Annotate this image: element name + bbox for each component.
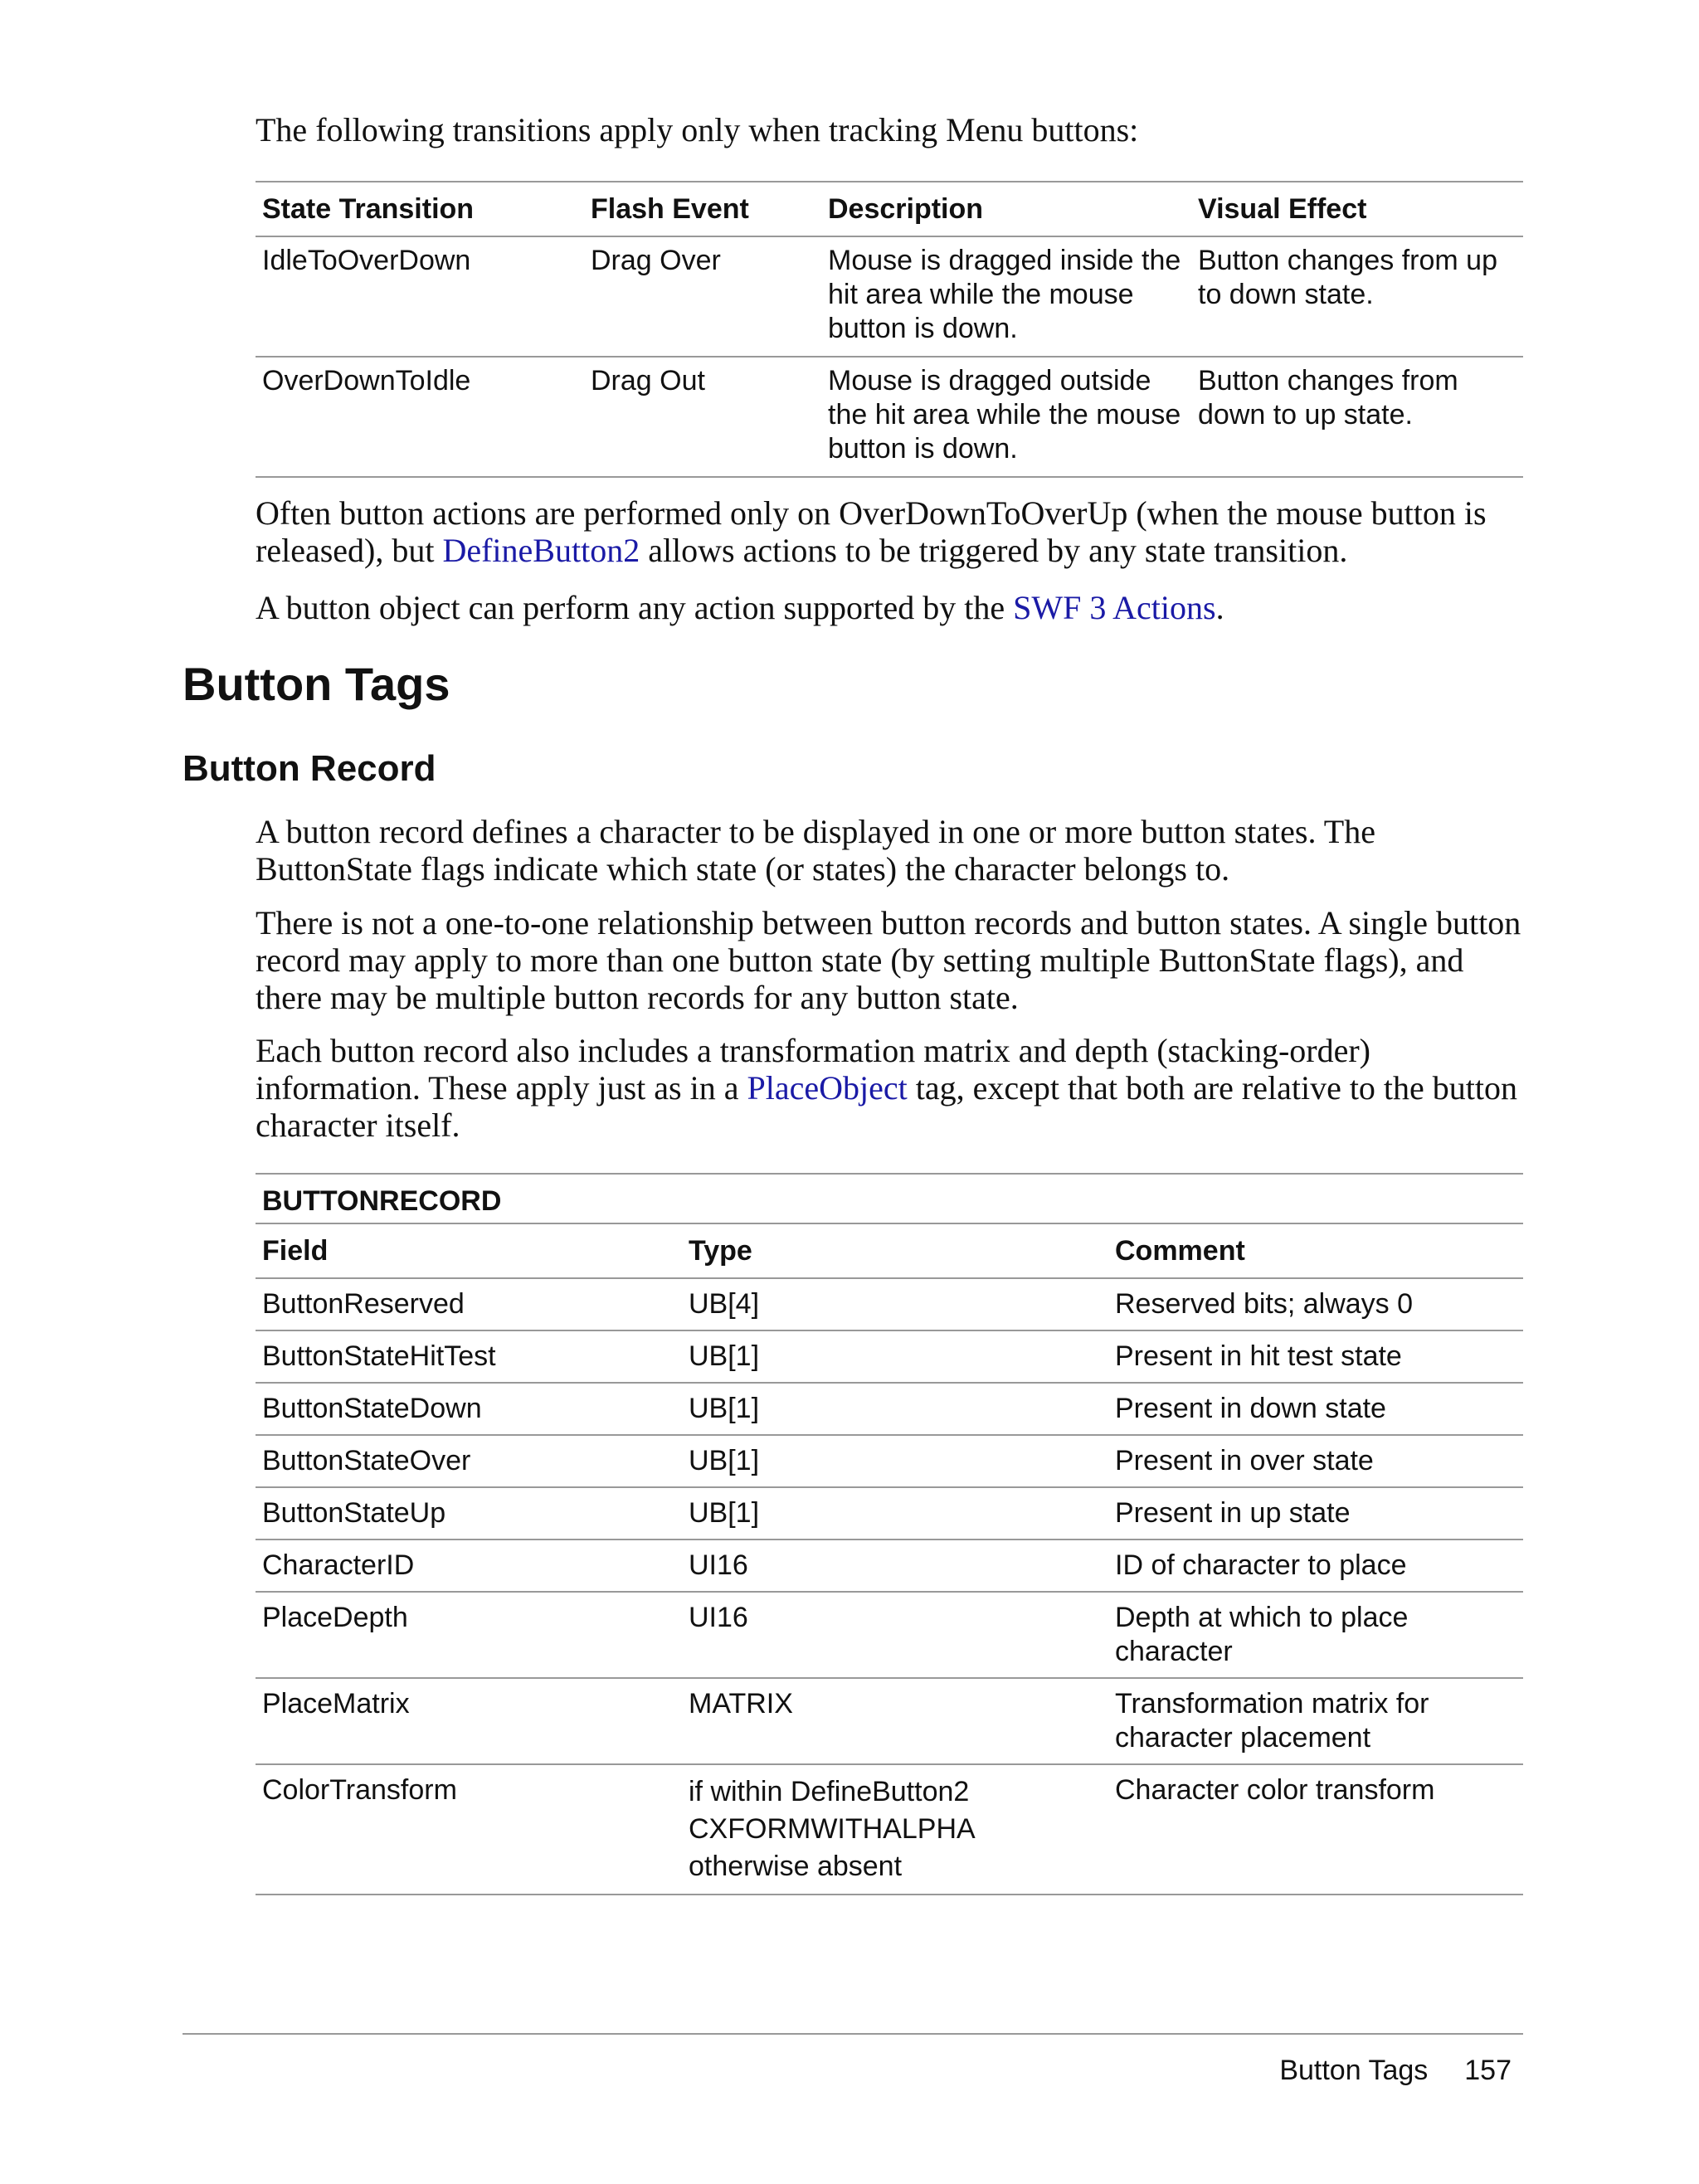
- footer-section-title: Button Tags: [1279, 2055, 1429, 2086]
- footer-divider: [183, 2033, 1523, 2035]
- table-cell: Mouse is dragged inside the hit area while the mouse button is down.: [821, 236, 1191, 357]
- menu-transitions-table: [256, 181, 1523, 478]
- table-row: [256, 1487, 1523, 1540]
- section-heading: Button Tags: [183, 658, 450, 710]
- paragraph-button-record: A button record defines a character to be displayed in one or more button states. The ButtonState flags indicate which state (or states) the character belongs to.: [256, 813, 1375, 888]
- comment-cell: Present in down state: [1108, 1383, 1523, 1435]
- paragraph-text: Often button actions are performed only on OverDownToOverUp (when the mouse button is released), but: [256, 494, 1487, 569]
- comment-cell: ID of character to place: [1108, 1540, 1523, 1592]
- table-cell: Drag Over: [584, 236, 821, 357]
- table-caption-row: [256, 1174, 1523, 1223]
- subsection-heading: Button Record: [183, 748, 436, 789]
- table-cell: IdleToOverDown: [256, 236, 584, 357]
- field-cell: ButtonStateOver: [256, 1435, 682, 1487]
- comment-cell: Present in hit test state: [1108, 1330, 1523, 1383]
- table-row: [256, 1330, 1523, 1383]
- type-cell: UI16: [682, 1540, 1108, 1592]
- type-cell: UB[1]: [682, 1487, 1108, 1540]
- intro-text: The following transitions apply only when tracking Menu buttons:: [256, 111, 1139, 148]
- type-line: otherwise absent: [689, 1851, 903, 1882]
- field-cell: ButtonStateHitTest: [256, 1330, 682, 1383]
- field-cell: ColorTransform: [256, 1764, 682, 1895]
- paragraph-text: tag, except that both are relative to the button character itself.: [256, 1069, 1518, 1144]
- comment-cell: Transformation matrix for character placement: [1108, 1678, 1523, 1764]
- comment-cell: Character color transform: [1108, 1764, 1523, 1895]
- comment-cell: Present in over state: [1108, 1435, 1523, 1487]
- paragraph-text: Each button record also includes a transformation matrix and depth (stacking-order) information. These apply just as in a: [256, 1032, 1370, 1107]
- type-cell: [682, 1764, 1108, 1895]
- paragraph-matrix: [256, 1032, 1525, 1144]
- definebutton2-link[interactable]: DefineButton2: [442, 532, 640, 569]
- table-row: [256, 1278, 1523, 1330]
- table-row: [256, 1678, 1523, 1764]
- paragraph-text: allows actions to be triggered by any state transition.: [640, 532, 1348, 569]
- field-cell: ButtonStateUp: [256, 1487, 682, 1540]
- column-header: Type: [682, 1223, 1108, 1278]
- table-row: [256, 1435, 1523, 1487]
- page-number: 157: [1464, 2055, 1512, 2086]
- field-cell: CharacterID: [256, 1540, 682, 1592]
- type-cell: UB[4]: [682, 1278, 1108, 1330]
- field-cell: PlaceDepth: [256, 1592, 682, 1678]
- comment-cell: Present in up state: [1108, 1487, 1523, 1540]
- column-header: Field: [256, 1223, 682, 1278]
- type-cell: UI16: [682, 1592, 1108, 1678]
- table-row: [256, 1540, 1523, 1592]
- table-row: [256, 1383, 1523, 1435]
- table-header-row: [256, 1223, 1523, 1278]
- table-caption: BUTTONRECORD: [256, 1174, 1523, 1223]
- field-cell: ButtonReserved: [256, 1278, 682, 1330]
- comment-cell: Depth at which to place character: [1108, 1592, 1523, 1678]
- column-header: State Transition: [256, 182, 584, 236]
- table-cell: OverDownToIdle: [256, 357, 584, 477]
- table-row: [256, 1592, 1523, 1678]
- type-cell: UB[1]: [682, 1330, 1108, 1383]
- type-line: CXFORMWITHALPHA: [689, 1813, 976, 1845]
- type-line: if within DefineButton2: [689, 1776, 970, 1807]
- table-row: [256, 357, 1523, 477]
- type-cell: UB[1]: [682, 1435, 1108, 1487]
- table-row: [256, 1764, 1523, 1895]
- paragraph-text: A button object can perform any action supported by the: [256, 589, 1014, 626]
- buttonrecord-table: [256, 1173, 1523, 1895]
- table-header-row: [256, 182, 1523, 236]
- field-cell: ButtonStateDown: [256, 1383, 682, 1435]
- paragraph-actions: [256, 494, 1525, 569]
- placeobject-link[interactable]: PlaceObject: [747, 1069, 908, 1107]
- table-cell: Mouse is dragged outside the hit area while the mouse button is down.: [821, 357, 1191, 477]
- type-cell: MATRIX: [682, 1678, 1108, 1764]
- table-row: [256, 236, 1523, 357]
- paragraph-relationship: There is not a one-to-one relationship between button records and button states. A single button record may apply to more than one button state (by setting multiple ButtonState flags), and there may be multiple button records for any button state.: [256, 904, 1521, 1016]
- table-cell: Button changes from up to down state.: [1191, 236, 1523, 357]
- column-header: Description: [821, 182, 1191, 236]
- field-cell: PlaceMatrix: [256, 1678, 682, 1764]
- table-cell: Drag Out: [584, 357, 821, 477]
- comment-cell: Reserved bits; always 0: [1108, 1278, 1523, 1330]
- paragraph-text: .: [1215, 589, 1224, 626]
- column-header: Comment: [1108, 1223, 1523, 1278]
- paragraph-swf3: [256, 589, 1525, 626]
- swf3-actions-link[interactable]: SWF 3 Actions: [1013, 589, 1216, 626]
- column-header: Flash Event: [584, 182, 821, 236]
- column-header: Visual Effect: [1191, 182, 1523, 236]
- table-cell: Button changes from down to up state.: [1191, 357, 1523, 477]
- page-footer: [1279, 2055, 1512, 2087]
- type-cell: UB[1]: [682, 1383, 1108, 1435]
